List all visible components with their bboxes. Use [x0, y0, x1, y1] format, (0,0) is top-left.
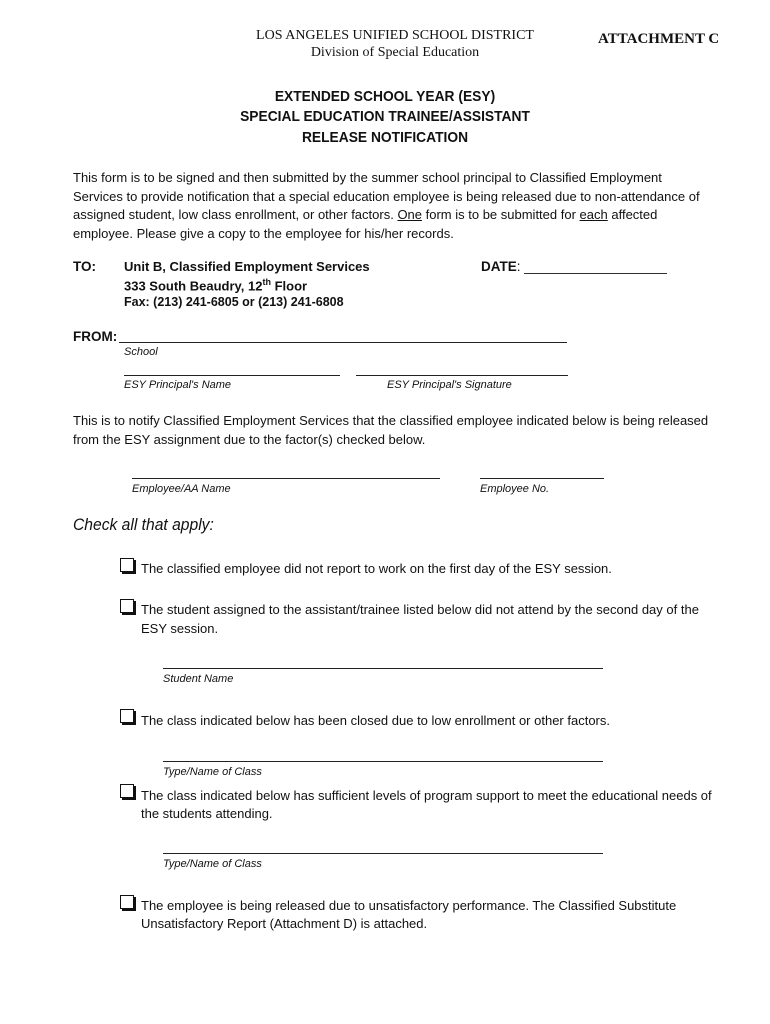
- principal-name-caption: ESY Principal's Name: [124, 379, 232, 391]
- class-name-line-1[interactable]: [163, 761, 603, 762]
- option-3-text: The class indicated below has been closed due to low enrollment or other factors.: [141, 713, 610, 728]
- from-label: FROM:: [73, 329, 118, 344]
- check-heading: Check all that apply:: [73, 515, 214, 534]
- option-2-text-line2: ESY session.: [141, 621, 219, 636]
- to-address-line1: Unit B, Classified Employment Services: [124, 259, 370, 274]
- school-line[interactable]: [119, 342, 567, 343]
- student-name-caption: Student Name: [163, 673, 234, 685]
- employee-name-caption: Employee/AA Name: [132, 483, 231, 495]
- option-2-text-line1: The student assigned to the assistant/trainee listed below did not attend by the second day of the: [141, 602, 699, 617]
- option-4-text-line2: the students attending.: [141, 806, 273, 821]
- option-1-text: The classified employee did not report to work on the first day of the ESY session.: [141, 561, 612, 576]
- to-address-line2: 333 South Beaudry, 12th Floor: [124, 277, 308, 294]
- student-name-line[interactable]: [163, 668, 603, 669]
- option-3-checkbox[interactable]: [120, 709, 134, 723]
- to-label: TO:: [73, 259, 96, 274]
- release-notice: This is to notify Classified Employment Services that the classified employee indicated below is being released from the ESY assignment due to the factor(s) checked below.: [73, 413, 709, 447]
- principal-name-line[interactable]: [124, 375, 340, 376]
- district-name: LOS ANGELES UNIFIED SCHOOL DISTRICT: [256, 28, 534, 43]
- division-name: Division of Special Education: [310, 45, 480, 60]
- employee-number-caption: Employee No.: [480, 483, 550, 495]
- option-2-checkbox[interactable]: [120, 599, 134, 613]
- attachment-label: ATTACHMENT C: [598, 31, 720, 47]
- employee-number-line[interactable]: [480, 478, 604, 479]
- principal-signature-caption: ESY Principal's Signature: [387, 379, 512, 391]
- class-name-caption-2: Type/Name of Class: [163, 858, 262, 870]
- to-fax: Fax: (213) 241-6805 or (213) 241-6808: [124, 295, 344, 309]
- option-5-text-line1: The employee is being released due to unsatisfactory performance. The Classified Substitute: [141, 898, 677, 913]
- date-field[interactable]: DATE: ___________________: [481, 259, 667, 274]
- option-1-checkbox[interactable]: [120, 558, 134, 572]
- option-5-text-line2: Unsatisfactory Report (Attachment D) is attached.: [141, 916, 428, 931]
- class-name-line-2[interactable]: [163, 853, 603, 854]
- form-title-line1: EXTENDED SCHOOL YEAR (ESY): [274, 88, 496, 105]
- intro-paragraph: This form is to be signed and then submitted by the summer school principal to Classified Employment Services to provide notification that a special education employee is being released due to non-attendance of assigned student, low class enrollment, or other factors. One form is to be submitted for each affected employee. Please give a copy to the employee for his/her records.: [73, 170, 700, 241]
- form-title-line3: RELEASE NOTIFICATION: [301, 129, 469, 146]
- option-5-checkbox[interactable]: [120, 895, 134, 909]
- principal-signature-line[interactable]: [356, 375, 568, 376]
- form-title-line2: SPECIAL EDUCATION TRAINEE/ASSISTANT: [240, 108, 530, 125]
- class-name-caption-1: Type/Name of Class: [163, 766, 262, 778]
- employee-name-line[interactable]: [132, 478, 440, 479]
- school-caption: School: [124, 346, 158, 358]
- option-4-checkbox[interactable]: [120, 784, 134, 798]
- option-4-text-line1: The class indicated below has sufficient levels of program support to meet the educational needs of: [141, 788, 712, 803]
